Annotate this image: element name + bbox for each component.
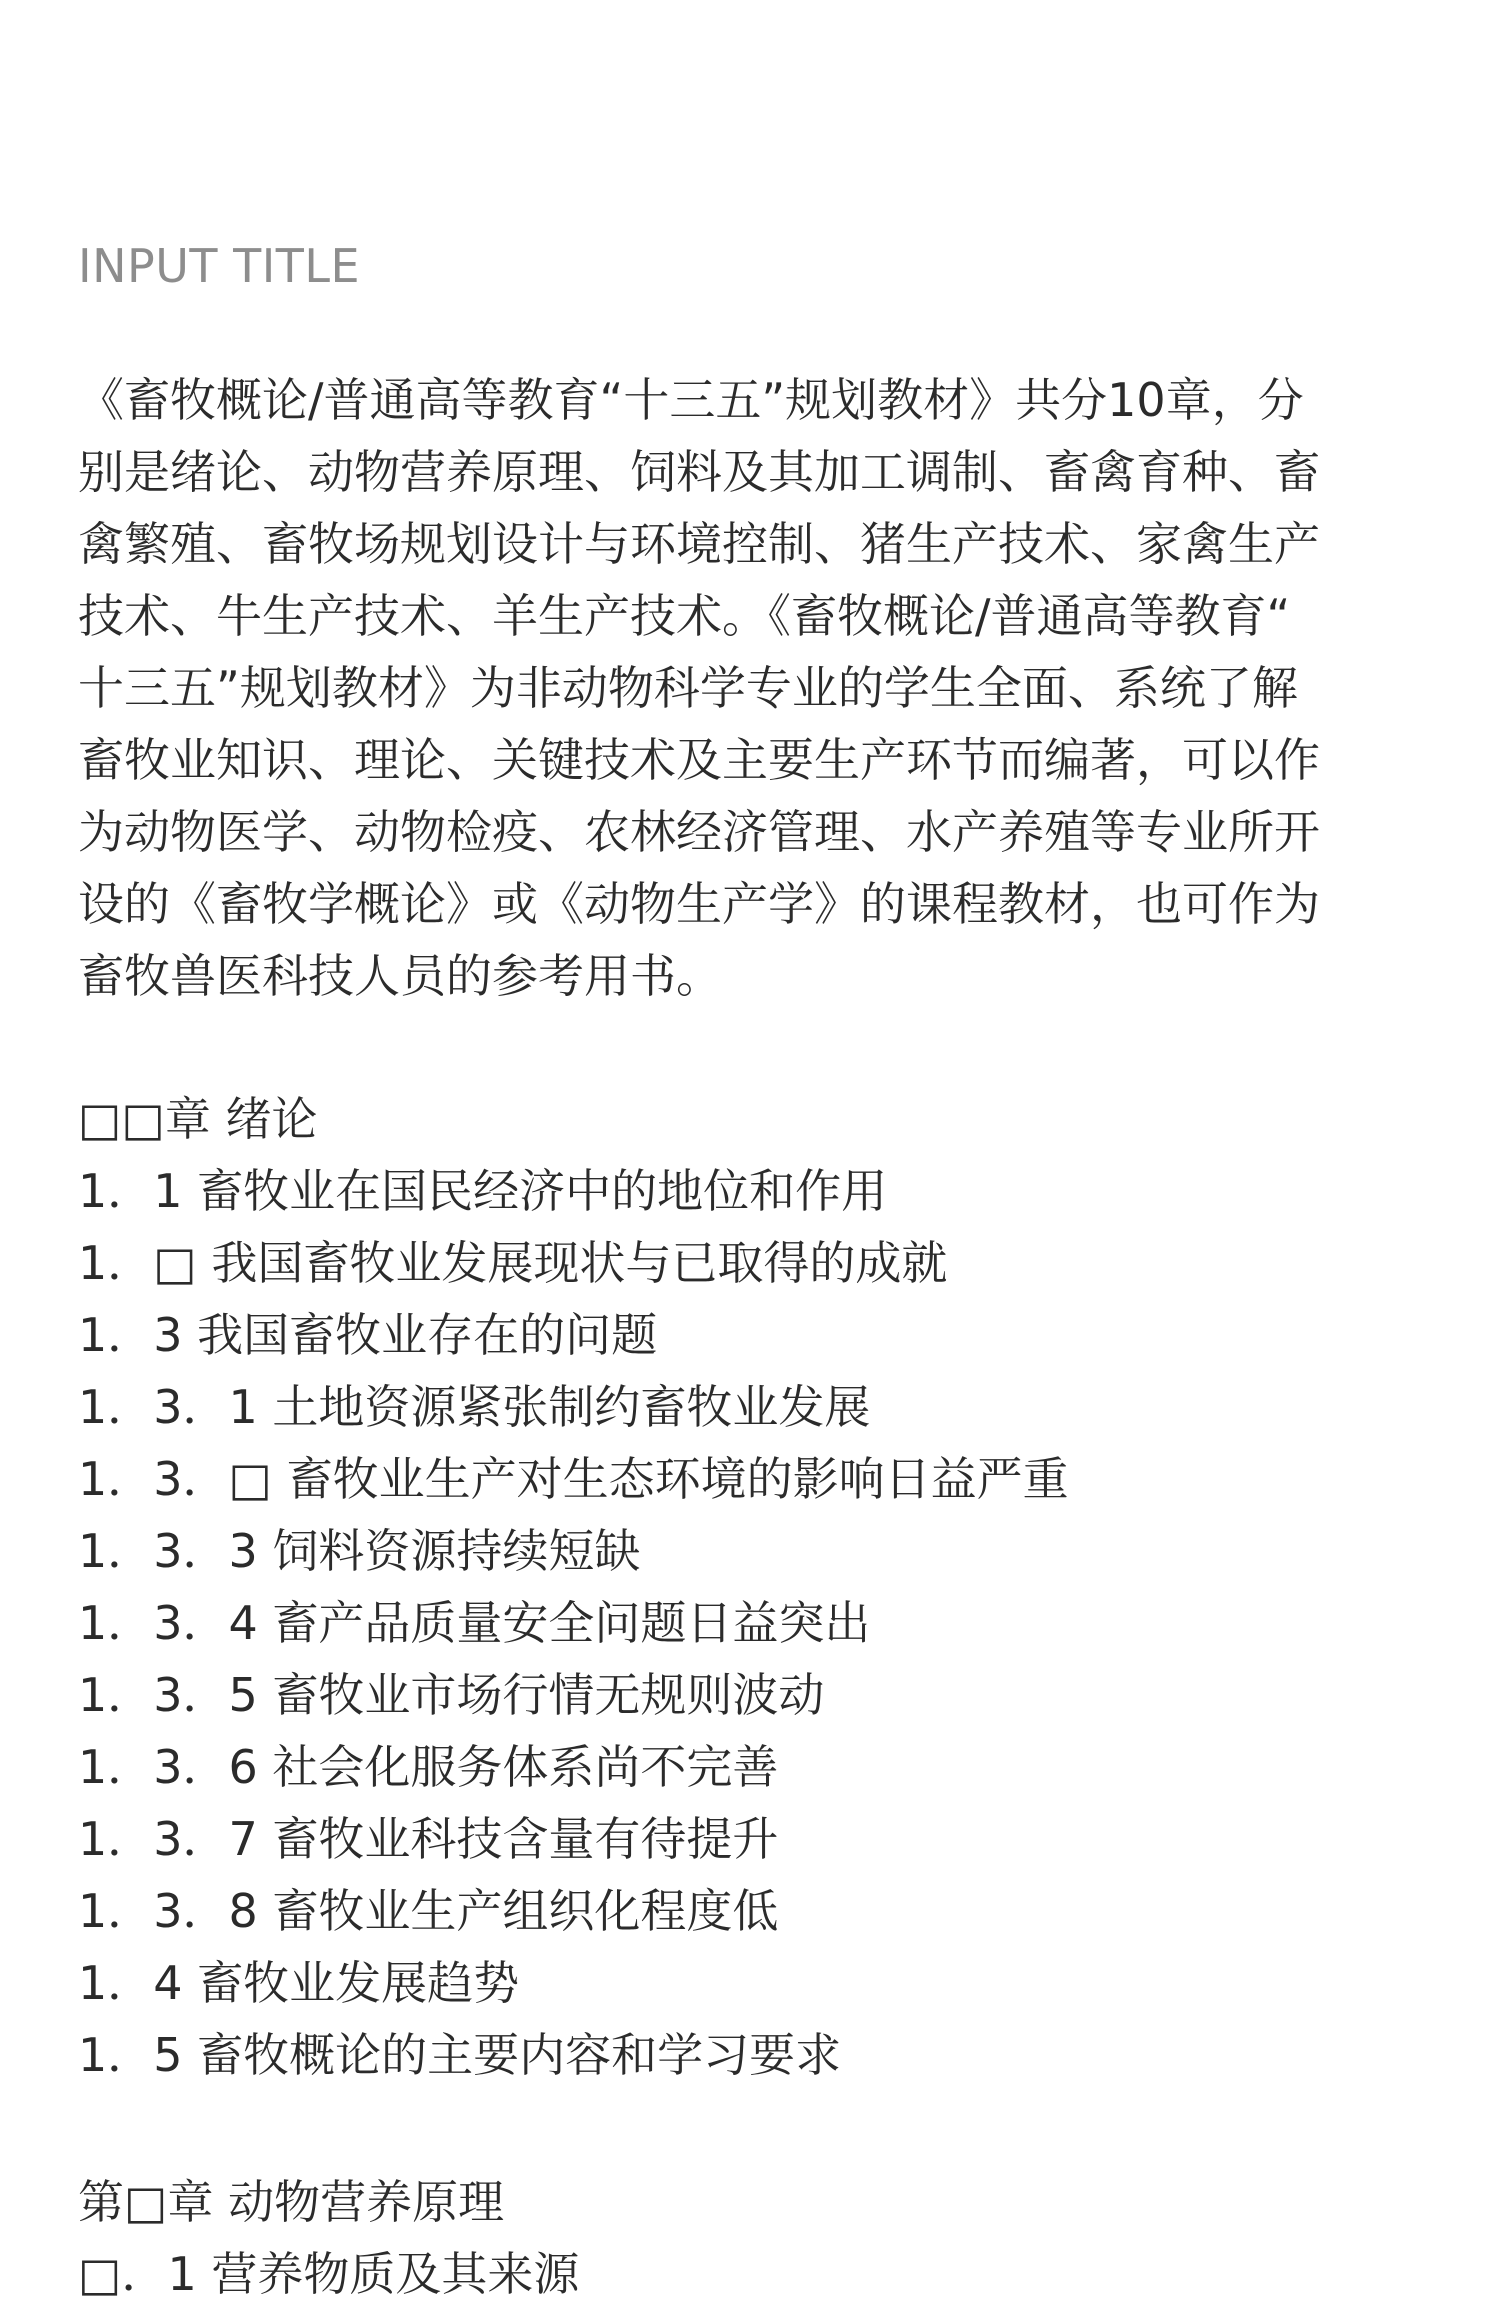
toc-entry: 1．3．1 土地资源紧张制约畜牧业发展 bbox=[78, 1380, 871, 1434]
toc-entry: 1．1 畜牧业在国民经济中的地位和作用 bbox=[78, 1164, 888, 1218]
toc-entry: 1．3．7 畜牧业科技含量有待提升 bbox=[78, 1812, 779, 1866]
toc-entry: 1．3 我国畜牧业存在的问题 bbox=[78, 1308, 658, 1362]
toc-entry: 1．3．5 畜牧业市场行情无规则波动 bbox=[78, 1668, 825, 1722]
toc-chapter-heading: □□章 绪论 bbox=[78, 1092, 318, 1146]
toc-entry: □．1 营养物质及其来源 bbox=[78, 2247, 580, 2301]
toc-chapter-2 bbox=[78, 2166, 1422, 2310]
intro-line: 技术、牛生产技术、羊生产技术。《畜牧概论/普通高等教育“ bbox=[78, 589, 1291, 643]
toc-entry: 1．3．4 畜产品质量安全问题日益突出 bbox=[78, 1596, 871, 1650]
intro-line: 十三五”规划教材》为非动物科学专业的学生全面、系统了解 bbox=[78, 661, 1298, 715]
toc-entry: 1．3．8 畜牧业生产组织化程度低 bbox=[78, 1884, 779, 1938]
intro-line: 别是绪论、动物营养原理、饲料及其加工调制、畜禽育种、畜 bbox=[78, 445, 1320, 499]
intro-line: 设的《畜牧学概论》或《动物生产学》的课程教材，也可作为 bbox=[78, 877, 1320, 931]
toc-entry: 1．4 畜牧业发展趋势 bbox=[78, 1956, 520, 2010]
toc-entry: 1．3．3 饲料资源持续短缺 bbox=[78, 1524, 641, 1578]
toc-entry: 1．3．6 社会化服务体系尚不完善 bbox=[78, 1740, 779, 1794]
intro-line: 为动物医学、动物检疫、农林经济管理、水产养殖等专业所开 bbox=[78, 805, 1320, 859]
intro-line: 禽繁殖、畜牧场规划设计与环境控制、猪生产技术、家禽生产 bbox=[78, 517, 1320, 571]
toc-entry: 1．□ 我国畜牧业发展现状与已取得的成就 bbox=[78, 1236, 948, 1290]
intro-line: 畜牧业知识、理论、关键技术及主要生产环节而编著，可以作 bbox=[78, 733, 1320, 787]
toc-chapter-1 bbox=[78, 1083, 1422, 2091]
intro-line: 畜牧兽医科技人员的参考用书。 bbox=[78, 949, 722, 1003]
intro-paragraph bbox=[78, 364, 1422, 1012]
intro-line: 《畜牧概论/普通高等教育“十三五”规划教材》共分10章，分 bbox=[78, 373, 1304, 427]
toc-chapter-heading: 第□章 动物营养原理 bbox=[78, 2175, 505, 2229]
toc-entry: 1．3．□ 畜牧业生产对生态环境的影响日益严重 bbox=[78, 1452, 1069, 1506]
toc-entry: 1．5 畜牧概论的主要内容和学习要求 bbox=[78, 2028, 842, 2082]
document-title: INPUT TITLE bbox=[78, 239, 361, 293]
